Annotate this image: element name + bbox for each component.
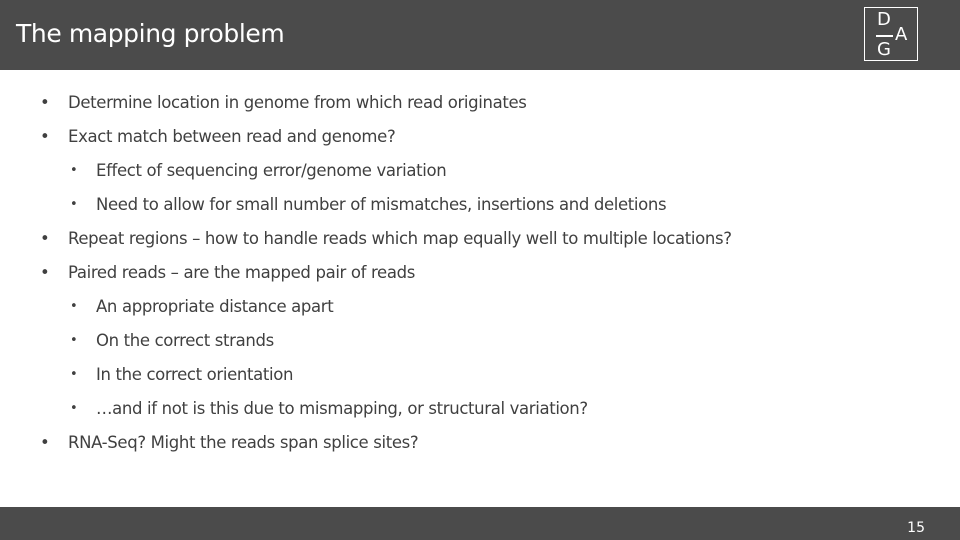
sub-bullet-icon: • — [70, 197, 78, 212]
sub-bullet-text: …and if not is this due to mismapping, or structural variation? — [96, 399, 588, 418]
sub-bullet-icon: • — [70, 367, 78, 382]
bullet-text: Determine location in genome from which read originates — [68, 93, 527, 112]
page-number: 15 — [907, 520, 925, 536]
sub-bullet-icon: • — [70, 299, 78, 314]
sub-bullet-text: An appropriate distance apart — [96, 297, 334, 316]
sub-bullet-text: In the correct orientation — [96, 365, 294, 384]
bullet-text: Exact match between read and genome? — [68, 127, 396, 146]
sub-bullet-text: On the correct strands — [96, 331, 274, 350]
bullet-icon: • — [40, 127, 50, 146]
sub-bullet-icon: • — [70, 333, 78, 348]
sub-bullet-icon: • — [70, 401, 78, 416]
footer-bar — [0, 507, 960, 540]
logo-letter-a: A — [895, 24, 908, 45]
bullet-icon: • — [40, 229, 50, 248]
sub-bullet-icon: • — [70, 163, 78, 178]
logo-letter-g: G — [877, 39, 891, 60]
sub-bullet-text: Need to allow for small number of mismatches, insertions and deletions — [96, 195, 667, 214]
bullet-icon: • — [40, 263, 50, 282]
bullet-text: Repeat regions – how to handle reads which map equally well to multiple locations? — [68, 229, 732, 248]
bullet-text: RNA-Seq? Might the reads span splice sites? — [68, 433, 419, 452]
bullet-text: Paired reads – are the mapped pair of reads — [68, 263, 415, 282]
bullet-icon: • — [40, 433, 50, 452]
bullet-icon: • — [40, 93, 50, 112]
logo-letter-d: D — [877, 9, 891, 30]
sub-bullet-text: Effect of sequencing error/genome variation — [96, 161, 447, 180]
slide-title: The mapping problem — [16, 19, 285, 48]
